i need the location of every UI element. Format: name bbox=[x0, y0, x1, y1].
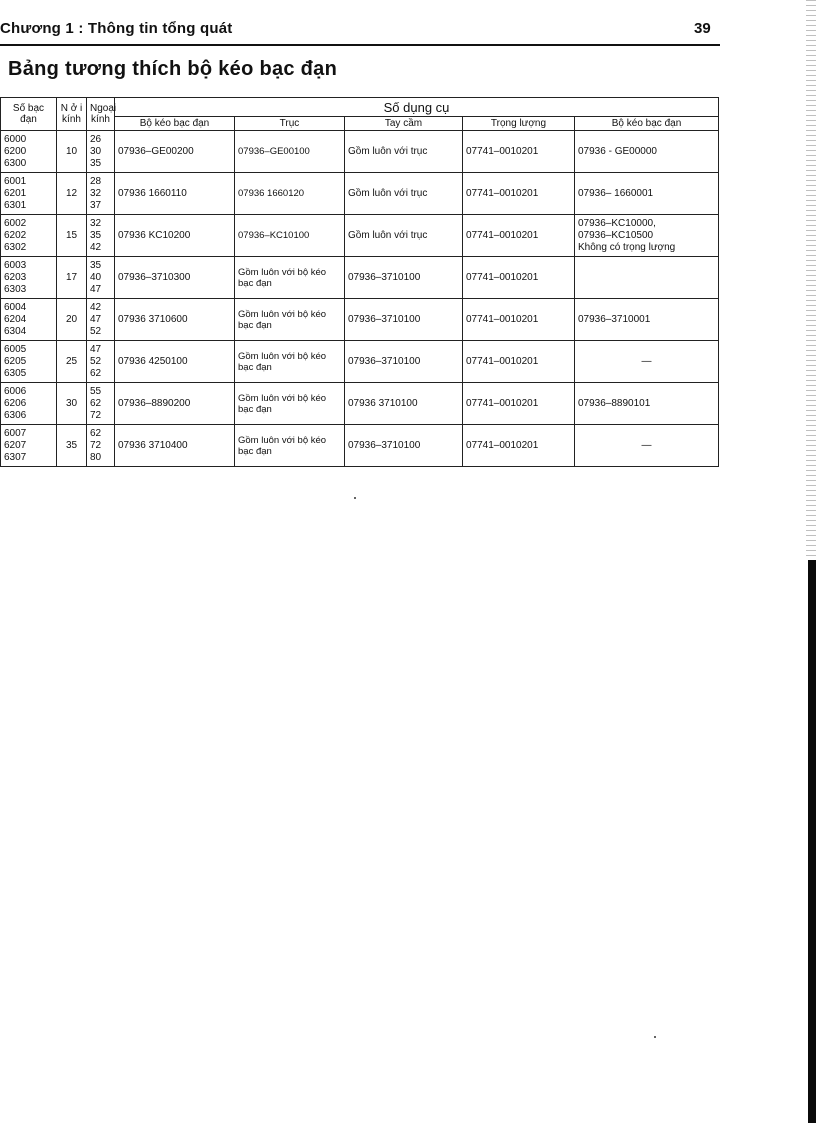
outer-diameter-cell-line: 47 bbox=[90, 313, 102, 325]
weight-cell: 07741–0010201 bbox=[463, 215, 575, 257]
outer-diameter-cell-line: 72 bbox=[90, 439, 102, 451]
handle-cell: Gồm luôn với trục bbox=[345, 215, 463, 257]
inner-diameter-cell: 35 bbox=[57, 425, 87, 467]
puller-cell: 07936 KC10200 bbox=[115, 215, 235, 257]
col-handle: Tay cầm bbox=[345, 117, 463, 131]
bearing-number-cell-line: 6305 bbox=[4, 367, 27, 379]
puller-set-cell: 07936–8890101 bbox=[575, 383, 719, 425]
outer-diameter-cell-line: 62 bbox=[90, 427, 102, 439]
puller-cell: 07936–8890200 bbox=[115, 383, 235, 425]
bearing-number-cell bbox=[1, 425, 57, 467]
outer-diameter-cell-line: 55 bbox=[90, 385, 102, 397]
bearing-number-cell bbox=[1, 215, 57, 257]
outer-diameter-cell bbox=[87, 383, 115, 425]
table-row bbox=[1, 383, 719, 425]
table-row bbox=[1, 215, 719, 257]
weight-cell: 07741–0010201 bbox=[463, 173, 575, 215]
bearing-number-cell-line: 6000 bbox=[4, 133, 27, 145]
table-body bbox=[1, 131, 719, 467]
outer-diameter-cell-line: 32 bbox=[90, 217, 102, 229]
bearing-number-cell-line: 6007 bbox=[4, 427, 27, 439]
puller-set-cell-line: Không có trọng lượng bbox=[578, 241, 676, 253]
outer-diameter-cell bbox=[87, 341, 115, 383]
puller-set-cell: 07936– 1660001 bbox=[575, 173, 719, 215]
bearing-number-cell-line: 6306 bbox=[4, 409, 27, 421]
outer-diameter-cell-line: 40 bbox=[90, 271, 102, 283]
handle-cell: Gồm luôn với trục bbox=[345, 131, 463, 173]
outer-diameter-cell-line: 62 bbox=[90, 367, 102, 379]
col-shaft: Trục bbox=[235, 117, 345, 131]
shaft-cell: 07936–GE00100 bbox=[235, 131, 345, 173]
outer-diameter-cell-line: 47 bbox=[90, 343, 102, 355]
puller-cell: 07936–GE00200 bbox=[115, 131, 235, 173]
outer-diameter-cell-line: 47 bbox=[90, 283, 102, 295]
puller-cell: 07936 3710600 bbox=[115, 299, 235, 341]
bearing-number-cell-line: 6001 bbox=[4, 175, 27, 187]
handle-cell: 07936–3710100 bbox=[345, 299, 463, 341]
outer-diameter-cell-line: 42 bbox=[90, 241, 102, 253]
bearing-number-cell-line: 6207 bbox=[4, 439, 27, 451]
inner-diameter-cell: 20 bbox=[57, 299, 87, 341]
bearing-number-cell-line: 6201 bbox=[4, 187, 27, 199]
table-row bbox=[1, 341, 719, 383]
inner-diameter-cell: 12 bbox=[57, 173, 87, 215]
outer-diameter-cell-line: 30 bbox=[90, 145, 102, 157]
bearing-number-cell-line: 6003 bbox=[4, 259, 27, 271]
bearing-number-cell-line: 6300 bbox=[4, 157, 27, 169]
outer-diameter-cell-line: 28 bbox=[90, 175, 102, 187]
weight-cell: 07741–0010201 bbox=[463, 341, 575, 383]
outer-diameter-cell-line: 32 bbox=[90, 187, 102, 199]
bearing-number-cell-line: 6005 bbox=[4, 343, 27, 355]
outer-diameter-cell-line: 62 bbox=[90, 397, 102, 409]
handle-cell: 07936–3710100 bbox=[345, 341, 463, 383]
puller-set-cell-line: 07936–KC10500 bbox=[578, 229, 654, 241]
bearing-number-cell-line: 6002 bbox=[4, 217, 27, 229]
bearing-number-cell bbox=[1, 257, 57, 299]
table-header-row-1 bbox=[1, 98, 719, 117]
weight-cell: 07741–0010201 bbox=[463, 383, 575, 425]
inner-diameter-cell: 25 bbox=[57, 341, 87, 383]
bearing-number-cell bbox=[1, 341, 57, 383]
table-row bbox=[1, 257, 719, 299]
scan-edge-strip bbox=[808, 560, 816, 1123]
shaft-cell: Gồm luôn với bộ kéo bạc đạn bbox=[235, 341, 345, 383]
chapter-title: Chương 1 : Thông tin tổng quát bbox=[0, 20, 233, 37]
weight-cell: 07741–0010201 bbox=[463, 131, 575, 173]
bearing-number-cell-line: 6006 bbox=[4, 385, 27, 397]
handle-cell: 07936–3710100 bbox=[345, 257, 463, 299]
weight-cell: 07741–0010201 bbox=[463, 425, 575, 467]
puller-set-cell bbox=[575, 257, 719, 299]
bearing-number-cell bbox=[1, 131, 57, 173]
puller-cell: 07936–3710300 bbox=[115, 257, 235, 299]
col-puller-set: Bộ kéo bạc đạn bbox=[575, 117, 719, 131]
outer-diameter-cell-line: 52 bbox=[90, 355, 102, 367]
outer-diameter-cell-line: 52 bbox=[90, 325, 102, 337]
shaft-cell: Gồm luôn với bộ kéo bạc đạn bbox=[235, 383, 345, 425]
handle-cell: Gồm luôn với trục bbox=[345, 173, 463, 215]
outer-diameter-cell-line: 80 bbox=[90, 451, 102, 463]
col-bearing-number: Số bạc đạn bbox=[1, 98, 57, 131]
table-row bbox=[1, 299, 719, 341]
table-row bbox=[1, 131, 719, 173]
bearing-number-cell-line: 6307 bbox=[4, 451, 27, 463]
bearing-number-cell-line: 6204 bbox=[4, 313, 27, 325]
bearing-number-cell-line: 6202 bbox=[4, 229, 27, 241]
puller-set-cell: 07936 - GE00000 bbox=[575, 131, 719, 173]
col-outer-diameter: Ngoại kính bbox=[87, 98, 115, 131]
shaft-cell: Gồm luôn với bộ kéo bạc đạn bbox=[235, 299, 345, 341]
shaft-cell: Gồm luôn với bộ kéo bạc đạn bbox=[235, 425, 345, 467]
outer-diameter-cell bbox=[87, 131, 115, 173]
bearing-number-cell-line: 6205 bbox=[4, 355, 27, 367]
col-group-tool-number: Số dụng cụ bbox=[115, 98, 719, 117]
bearing-number-cell-line: 6303 bbox=[4, 283, 27, 295]
outer-diameter-cell bbox=[87, 257, 115, 299]
inner-diameter-cell: 10 bbox=[57, 131, 87, 173]
bearing-number-cell-line: 6302 bbox=[4, 241, 27, 253]
handle-cell: 07936 3710100 bbox=[345, 383, 463, 425]
table-row bbox=[1, 425, 719, 467]
inner-diameter-cell: 30 bbox=[57, 383, 87, 425]
table-row bbox=[1, 173, 719, 215]
outer-diameter-cell-line: 72 bbox=[90, 409, 102, 421]
puller-set-cell: 07936–3710001 bbox=[575, 299, 719, 341]
puller-set-cell bbox=[575, 215, 719, 257]
outer-diameter-cell-line: 35 bbox=[90, 157, 102, 169]
col-weight: Trọng lượng bbox=[463, 117, 575, 131]
puller-set-cell-line: 07936–KC10000, bbox=[578, 217, 656, 229]
bearing-number-cell-line: 6206 bbox=[4, 397, 27, 409]
col-puller: Bộ kéo bạc đạn bbox=[115, 117, 235, 131]
shaft-cell: Gồm luôn với bộ kéo bạc đạn bbox=[235, 257, 345, 299]
compatibility-table bbox=[0, 97, 719, 467]
weight-cell: 07741–0010201 bbox=[463, 257, 575, 299]
scan-speck bbox=[654, 1036, 656, 1038]
col-inner-diameter: N ở i kính bbox=[57, 98, 87, 131]
outer-diameter-cell-line: 35 bbox=[90, 259, 102, 271]
section-title: Bảng tương thích bộ kéo bạc đạn bbox=[8, 58, 338, 80]
puller-cell: 07936 4250100 bbox=[115, 341, 235, 383]
shaft-cell: 07936 1660120 bbox=[235, 173, 345, 215]
bearing-number-cell bbox=[1, 383, 57, 425]
shaft-cell: 07936–KC10100 bbox=[235, 215, 345, 257]
bearing-number-cell bbox=[1, 173, 57, 215]
outer-diameter-cell-line: 42 bbox=[90, 301, 102, 313]
puller-cell: 07936 3710400 bbox=[115, 425, 235, 467]
inner-diameter-cell: 17 bbox=[57, 257, 87, 299]
bearing-number-cell-line: 6004 bbox=[4, 301, 27, 313]
puller-set-cell: — bbox=[575, 341, 719, 383]
weight-cell: 07741–0010201 bbox=[463, 299, 575, 341]
puller-cell: 07936 1660110 bbox=[115, 173, 235, 215]
outer-diameter-cell-line: 37 bbox=[90, 199, 102, 211]
outer-diameter-cell bbox=[87, 299, 115, 341]
outer-diameter-cell bbox=[87, 425, 115, 467]
outer-diameter-cell-line: 35 bbox=[90, 229, 102, 241]
bearing-number-cell-line: 6203 bbox=[4, 271, 27, 283]
inner-diameter-cell: 15 bbox=[57, 215, 87, 257]
handle-cell: 07936–3710100 bbox=[345, 425, 463, 467]
scan-speck bbox=[354, 497, 356, 499]
outer-diameter-cell bbox=[87, 173, 115, 215]
scan-edge-marks bbox=[806, 0, 816, 560]
bearing-number-cell-line: 6304 bbox=[4, 325, 27, 337]
bearing-number-cell-line: 6301 bbox=[4, 199, 27, 211]
outer-diameter-cell-line: 26 bbox=[90, 133, 102, 145]
bearing-number-cell-line: 6200 bbox=[4, 145, 27, 157]
puller-set-cell: — bbox=[575, 425, 719, 467]
outer-diameter-cell bbox=[87, 215, 115, 257]
bearing-number-cell bbox=[1, 299, 57, 341]
page-number: 39 bbox=[694, 20, 711, 37]
